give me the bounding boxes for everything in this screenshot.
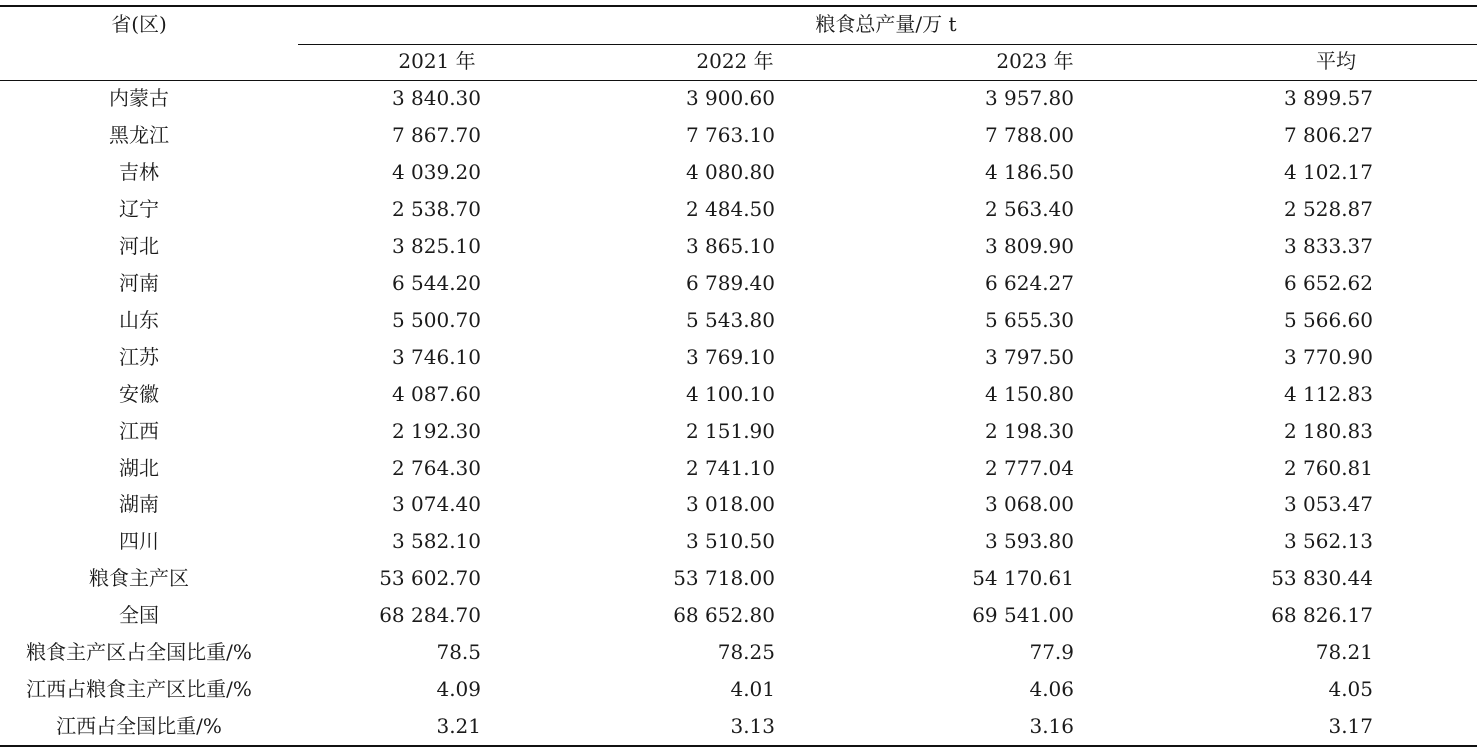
production-group-header: 粮食总产量/万 t	[815, 12, 957, 36]
value-2023-cell: 3 809.90	[984, 233, 1074, 258]
value-2023-cell: 2 777.04	[984, 455, 1074, 480]
value-2021-cell: 2 538.70	[391, 196, 481, 221]
value-2022-cell: 2 151.90	[685, 418, 775, 443]
value-average-cell: 4 102.17	[1283, 159, 1373, 184]
row-label: 湖北	[119, 455, 159, 480]
value-2023-cell: 77.9	[1029, 640, 1074, 665]
value-2023-cell: 2 198.30	[984, 418, 1074, 443]
value-2021-cell: 68 284.70	[379, 603, 481, 628]
value-average-cell: 3 770.90	[1283, 344, 1373, 369]
value-2021-cell: 4 087.60	[391, 381, 481, 406]
header-bottom-rule	[0, 80, 1477, 81]
value-average-cell: 4 112.83	[1283, 381, 1373, 406]
value-2023-cell: 3.16	[1029, 714, 1074, 739]
row-label: 江苏	[119, 344, 159, 369]
value-2022-cell: 4.01	[730, 677, 775, 702]
row-label: 湖南	[119, 492, 159, 517]
row-label: 河北	[119, 233, 159, 258]
column-header-2022: 2022 年	[696, 49, 774, 73]
row-label: 全国	[119, 603, 159, 628]
value-2021-cell: 3 840.30	[391, 86, 481, 110]
column-header-2023: 2023 年	[996, 49, 1074, 73]
value-2023-cell: 4 150.80	[984, 381, 1074, 406]
row-label: 江西占全国比重/%	[56, 714, 222, 739]
value-2022-cell: 53 718.00	[673, 566, 775, 591]
row-label: 内蒙古	[109, 86, 169, 110]
row-label: 山东	[119, 307, 159, 332]
value-2021-cell: 5 500.70	[391, 307, 481, 332]
value-average-cell: 4.05	[1328, 677, 1373, 702]
value-average-cell: 3 053.47	[1283, 492, 1373, 517]
value-2023-cell: 7 788.00	[984, 122, 1074, 147]
value-2023-cell: 6 624.27	[984, 270, 1074, 295]
value-2021-cell: 3.21	[436, 714, 481, 739]
table-bottom-rule	[0, 745, 1477, 747]
value-2021-cell: 3 746.10	[391, 344, 481, 369]
value-average-cell: 3 833.37	[1283, 233, 1373, 258]
row-label: 安徽	[119, 381, 159, 406]
value-average-cell: 7 806.27	[1283, 122, 1373, 147]
row-label: 四川	[119, 529, 159, 554]
value-2022-cell: 3 769.10	[685, 344, 775, 369]
value-2023-cell: 69 541.00	[972, 603, 1074, 628]
value-2023-cell: 4 186.50	[984, 159, 1074, 184]
row-label: 江西占粮食主产区比重/%	[26, 677, 252, 702]
value-2022-cell: 7 763.10	[685, 122, 775, 147]
header-group-rule	[298, 44, 1477, 45]
row-label: 河南	[119, 270, 159, 295]
value-2022-cell: 3 865.10	[685, 233, 775, 258]
value-2022-cell: 3 018.00	[685, 492, 775, 517]
value-2021-cell: 3 074.40	[391, 492, 481, 517]
value-2021-cell: 3 825.10	[391, 233, 481, 258]
value-2022-cell: 68 652.80	[673, 603, 775, 628]
column-header-average: 平均	[1316, 49, 1356, 73]
row-label: 江西	[119, 418, 159, 443]
value-2021-cell: 4.09	[436, 677, 481, 702]
value-2023-cell: 5 655.30	[984, 307, 1074, 332]
value-2022-cell: 2 484.50	[685, 196, 775, 221]
value-2023-cell: 2 563.40	[984, 196, 1074, 221]
value-2023-cell: 3 957.80	[984, 86, 1074, 110]
value-2022-cell: 4 100.10	[685, 381, 775, 406]
value-2021-cell: 3 582.10	[391, 529, 481, 554]
value-2022-cell: 78.25	[717, 640, 775, 665]
value-2022-cell: 3 900.60	[685, 86, 775, 110]
province-column-header: 省(区)	[111, 12, 167, 36]
value-average-cell: 6 652.62	[1283, 270, 1373, 295]
value-2023-cell: 4.06	[1029, 677, 1074, 702]
value-2021-cell: 78.5	[436, 640, 481, 665]
value-2021-cell: 2 764.30	[391, 455, 481, 480]
value-average-cell: 2 528.87	[1283, 196, 1373, 221]
value-average-cell: 3 562.13	[1283, 529, 1373, 554]
value-2022-cell: 5 543.80	[685, 307, 775, 332]
value-2023-cell: 3 797.50	[984, 344, 1074, 369]
value-average-cell: 3.17	[1328, 714, 1373, 739]
row-label: 吉林	[119, 159, 159, 184]
value-2022-cell: 4 080.80	[685, 159, 775, 184]
value-2021-cell: 4 039.20	[391, 159, 481, 184]
value-average-cell: 78.21	[1315, 640, 1373, 665]
value-2022-cell: 6 789.40	[685, 270, 775, 295]
value-average-cell: 5 566.60	[1283, 307, 1373, 332]
value-2022-cell: 3 510.50	[685, 529, 775, 554]
value-average-cell: 2 760.81	[1283, 455, 1373, 480]
value-2021-cell: 53 602.70	[379, 566, 481, 591]
value-2021-cell: 2 192.30	[391, 418, 481, 443]
row-label: 粮食主产区	[89, 566, 189, 591]
value-2023-cell: 3 593.80	[984, 529, 1074, 554]
value-2021-cell: 6 544.20	[391, 270, 481, 295]
value-average-cell: 2 180.83	[1283, 418, 1373, 443]
value-average-cell: 68 826.17	[1271, 603, 1373, 628]
value-2023-cell: 54 170.61	[972, 566, 1074, 591]
value-2021-cell: 7 867.70	[391, 122, 481, 147]
value-2023-cell: 3 068.00	[984, 492, 1074, 517]
row-label: 粮食主产区占全国比重/%	[26, 640, 252, 665]
value-average-cell: 3 899.57	[1283, 86, 1373, 110]
value-average-cell: 53 830.44	[1271, 566, 1373, 591]
table-top-rule	[0, 5, 1477, 7]
value-2022-cell: 3.13	[730, 714, 775, 739]
row-label: 辽宁	[119, 196, 159, 221]
value-2022-cell: 2 741.10	[685, 455, 775, 480]
row-label: 黑龙江	[109, 122, 169, 147]
column-header-2021: 2021 年	[398, 49, 476, 73]
